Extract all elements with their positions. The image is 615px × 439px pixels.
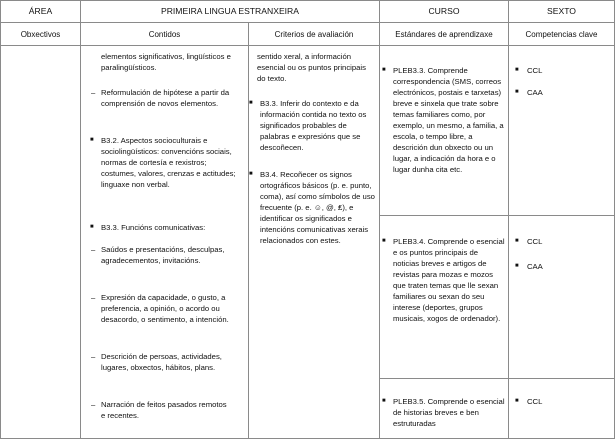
bullet-square-icon: ■ bbox=[382, 67, 386, 73]
dash-marker: – bbox=[91, 245, 96, 254]
col-criteria: Criterios de avaliación bbox=[274, 30, 354, 39]
col-standards: Estándares de aprendizaxe bbox=[395, 30, 493, 39]
contents-subitem-4 bbox=[88, 399, 228, 421]
header-grade: SEXTO bbox=[547, 6, 576, 16]
criteria-b33 bbox=[249, 98, 377, 153]
subheader-divider bbox=[0, 45, 615, 46]
bullet-square-icon: ■ bbox=[249, 100, 253, 106]
competence-text: CAA bbox=[527, 88, 543, 97]
header-divider bbox=[0, 22, 615, 23]
contents-subitem-1 bbox=[88, 244, 236, 266]
dash-marker: – bbox=[91, 400, 96, 409]
reformulation-text: Reformulación de hipótese a partir da comprensión de novos elementos. bbox=[101, 88, 230, 108]
subitem-text: Descrición de persoas, actividades, lugares, obxectos, hábitos, plans. bbox=[101, 352, 222, 372]
bullet-square-icon: ■ bbox=[382, 238, 386, 244]
contents-reformulation bbox=[88, 87, 238, 109]
contents-fragment: elementos significativos, lingüísticos e paralingüísticos. bbox=[101, 52, 231, 72]
bullet-square-icon: ■ bbox=[515, 263, 519, 269]
dash-marker: – bbox=[91, 88, 96, 97]
competence-text: CCL bbox=[527, 397, 543, 406]
bullet-square-icon: ■ bbox=[90, 224, 94, 230]
standard-pleb34 bbox=[382, 236, 506, 324]
competence-ccl bbox=[515, 236, 542, 247]
competence-text: CAA bbox=[527, 262, 543, 271]
col-divider-4 bbox=[508, 0, 509, 439]
competence-caa bbox=[515, 261, 543, 272]
competence-text: CCL bbox=[527, 237, 543, 246]
col-contents: Contidos bbox=[148, 30, 181, 39]
competence-ccl bbox=[515, 65, 542, 76]
header-course: CURSO bbox=[428, 6, 460, 16]
b32-text: B3.2. Aspectos socioculturais e sociolingüísticos: convencións sociais, normas de cortesía e rexistros; costumes, valores, crenzas e actitudes; linguaxe non verbal. bbox=[101, 136, 236, 189]
contents-subitem-2 bbox=[88, 292, 238, 325]
bullet-square-icon: ■ bbox=[515, 67, 519, 73]
standard-pleb33 bbox=[382, 65, 506, 175]
criteria-b33-text: B3.3. Inferir do contexto e da información contida no texto os significados probables de palabras e expresións que se descoñecen. bbox=[260, 99, 367, 152]
col-competences: Competencias clave bbox=[525, 30, 598, 39]
criteria-b34-text: B3.4. Recoñecer os signos ortográficos básicos (p. e. punto, coma), así como símbolos de uso frecuente (p. e. ☺, @, ₤), e identificar os significados e intencións comunicativas xerais relacionados con estes. bbox=[260, 170, 375, 245]
contents-b33 bbox=[90, 222, 240, 233]
subitem-text: Narración de feitos pasados remotos e recentes. bbox=[101, 400, 227, 420]
bullet-square-icon: ■ bbox=[90, 137, 94, 143]
standard-text: PLEB3.3. Comprende correspondencia (SMS, correos electrónicos, postais e tarxetas) breve e sinxela que trate sobre temas familiares como, por exemplo, un mesmo, a familia, a escola, o tempo libre, a descrición dun obxecto ou un lugar, a indicación da hora e o lugar dunha cita etc. bbox=[393, 66, 504, 174]
bullet-square-icon: ■ bbox=[515, 89, 519, 95]
bullet-square-icon: ■ bbox=[515, 238, 519, 244]
row-divider-2 bbox=[379, 378, 615, 379]
standard-pleb35 bbox=[382, 396, 506, 429]
criteria-fragment: sentido xeral, a información esencial ou os puntos principais do texto. bbox=[257, 52, 366, 83]
subitem-text: Expresión da capacidade, o gusto, a preferencia, a opinión, o acordo ou desacordo, o sentimento, a intención. bbox=[101, 293, 229, 324]
col-objectives: Obxectivos bbox=[20, 30, 61, 39]
competence-text: CCL bbox=[527, 66, 543, 75]
table-border-left bbox=[0, 0, 1, 439]
contents-subitem-3 bbox=[88, 351, 228, 373]
header-subject: PRIMEIRA LINGUA ESTRANXEIRA bbox=[160, 6, 299, 16]
bullet-square-icon: ■ bbox=[382, 398, 386, 404]
bullet-square-icon: ■ bbox=[249, 171, 253, 177]
criteria-b34 bbox=[249, 169, 377, 246]
col-divider-3 bbox=[379, 0, 380, 439]
contents-b32 bbox=[90, 135, 240, 190]
subitem-text: Saúdos e presentacións, desculpas, agradecementos, invitacións. bbox=[101, 245, 225, 265]
row-divider-1 bbox=[379, 215, 615, 216]
competence-ccl bbox=[515, 396, 542, 407]
header-area: ÁREA bbox=[28, 6, 53, 16]
competence-caa bbox=[515, 87, 543, 98]
standard-text: PLEB3.5. Comprende o esencial de historias breves e ben estruturadas bbox=[393, 397, 505, 428]
bullet-square-icon: ■ bbox=[515, 398, 519, 404]
table-border-top bbox=[0, 0, 615, 1]
standard-text: PLEB3.4. Comprende o esencial e os puntos principais de noticias breves e artigos de revistas para mozas e mozos que traten temas que lle sexan familiares ou sexan do seu interese (deportes, grupos musicais, xogos de ordenador). bbox=[393, 237, 505, 323]
col-divider-1 bbox=[80, 0, 81, 439]
b33-text: B3.3. Funcións comunicativas: bbox=[101, 223, 206, 232]
dash-marker: – bbox=[91, 293, 96, 302]
dash-marker: – bbox=[91, 352, 96, 361]
